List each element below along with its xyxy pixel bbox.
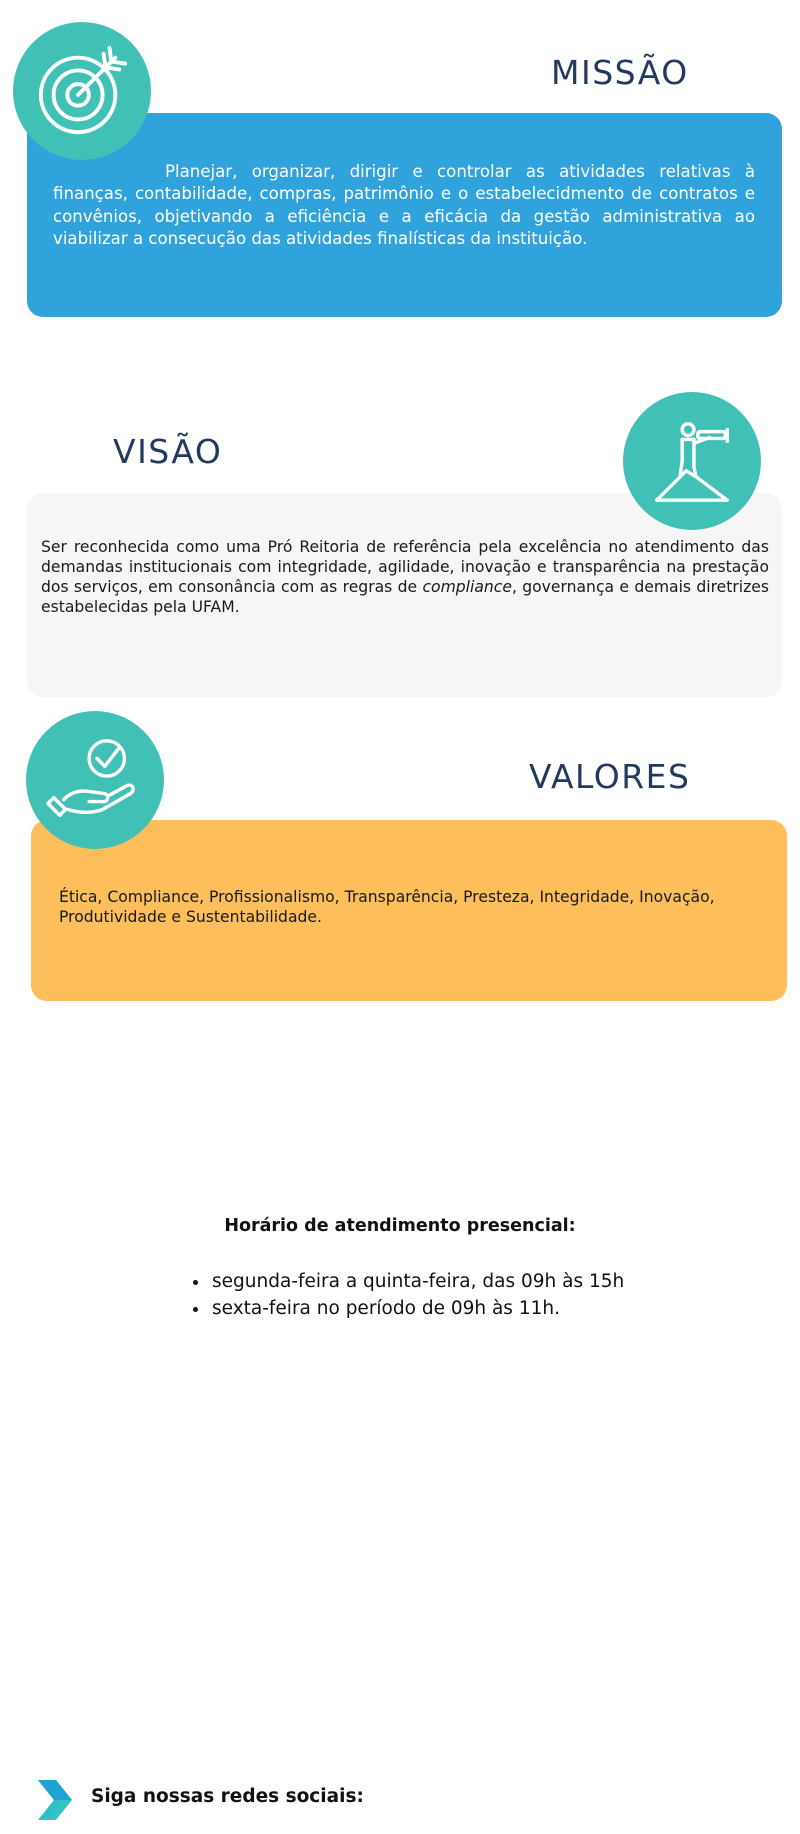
missao-icon-circle xyxy=(13,22,151,160)
missao-card xyxy=(27,113,782,317)
target-arrow-icon xyxy=(33,42,131,140)
hand-check-icon xyxy=(46,731,144,829)
horario-list xyxy=(188,1268,624,1322)
horario-title: Horário de atendimento presencial: xyxy=(224,1216,576,1236)
valores-card xyxy=(31,820,787,1001)
visao-text-italic: compliance xyxy=(422,578,512,596)
telescope-person-icon xyxy=(643,412,741,510)
valores-text: Ética, Compliance, Profissionalismo, Transparência, Presteza, Integridade, Inovação, Produtividade e Sustentabilidade. xyxy=(59,888,715,926)
visao-text-part: Ser reconhecida como uma Pró Reitoria de referência pela excelência no atendimento das demandas institucionais com integridade, agilidade, inovação e transparência na prestação dos serviços, em consonância com as regras de xyxy=(41,538,769,596)
list-item: • segunda-feira a quinta-feira, das 09h às 15h xyxy=(210,1268,624,1295)
valores-title: VALORES xyxy=(529,757,691,796)
visao-title: VISÃO xyxy=(113,432,223,471)
missao-title: MISSÃO xyxy=(551,53,689,92)
visao-icon-circle xyxy=(623,392,761,530)
social-label: Siga nossas redes sociais: xyxy=(91,1786,364,1807)
missao-text: Planejar, organizar, dirigir e controlar as atividades relativas à finanças, contabilidade, compras, patrimônio e o estabelecidmento de contratos e convênios, objetivando a eficiência e a eficácia da gestão administrativa ao viabilizar a consecução das atividades finalísticas da instituição. xyxy=(53,162,755,249)
visao-text xyxy=(41,537,769,617)
play-chevron-logo-icon[interactable] xyxy=(34,1778,78,1822)
list-item: • sexta-feira no período de 09h às 11h. xyxy=(210,1295,624,1322)
valores-icon-circle xyxy=(26,711,164,849)
visao-text-part: , governança e demais diretrizes estabelecidas pela UFAM. xyxy=(41,578,770,616)
